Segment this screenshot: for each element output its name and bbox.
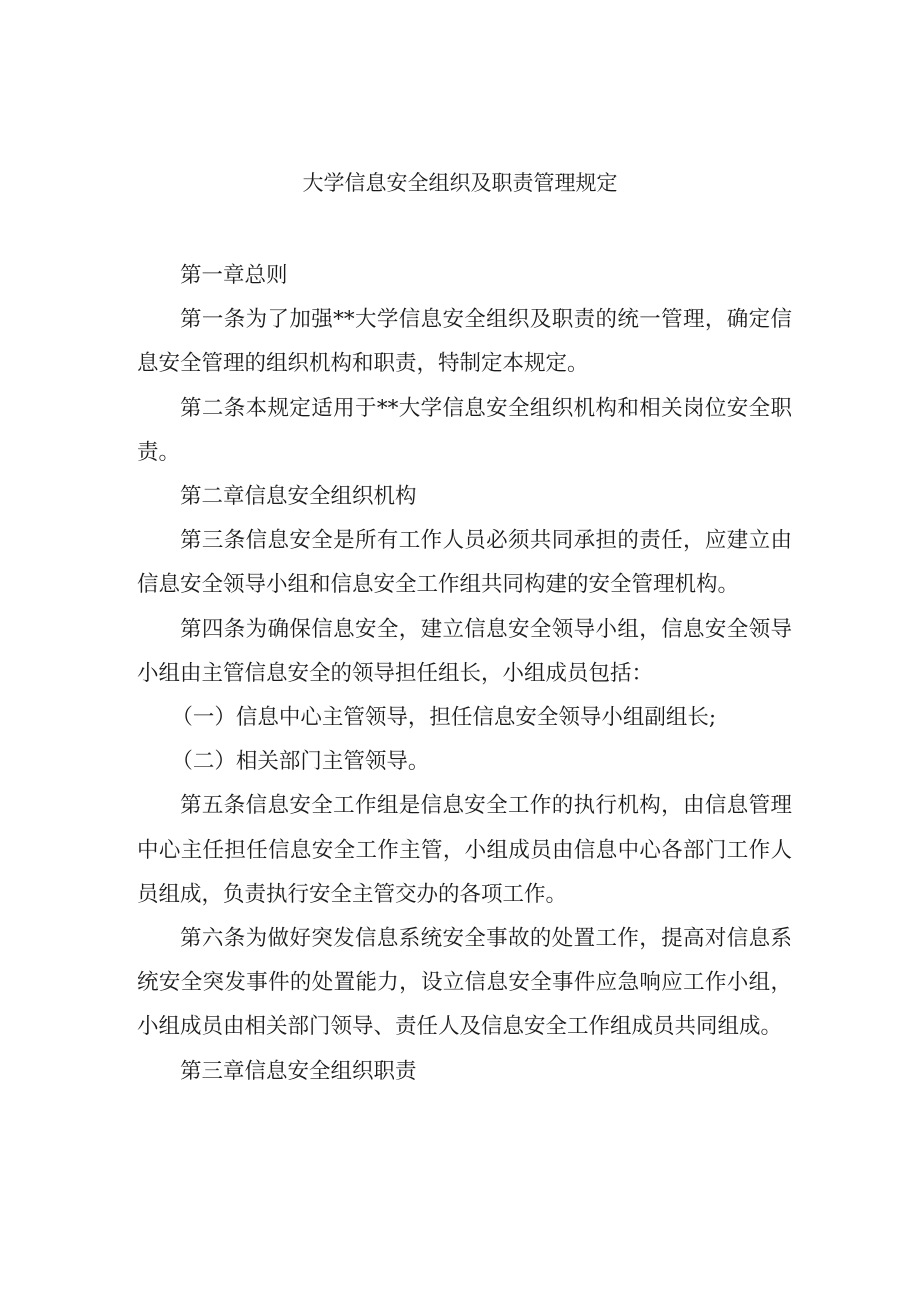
list-item: （二）相关部门主管领导。 — [171, 749, 430, 775]
article-6: 第六条为做好突发信息系统安全事故的处置工作，提高对信息系统安全突发事件的处置能力，设立信息安全事件应急响应工作小组，小组成员由相关部门领导、责任人及信息安全工作组成员共同组成。 — [137, 926, 792, 1040]
document-body — [137, 254, 792, 1094]
chapter-heading-2: 第二章信息安全组织机构 — [180, 484, 417, 510]
article-5: 第五条信息安全工作组是信息安全工作的执行机构，由信息管理中心主任担任信息安全工作主管，小组成员由信息中心各部门工作人员组成，负责执行安全主管交办的各项工作。 — [137, 793, 792, 907]
chapter-heading-1: 第一章总则 — [180, 263, 288, 288]
article-1: 第一条为了加强**大学信息安全组织及职责的统一管理，确定信息安全管理的组织机构和职责，特制定本规定。 — [137, 307, 792, 377]
article-4: 第四条为确保信息安全，建立信息安全领导小组，信息安全领导小组由主管信息安全的领导担任组长，小组成员包括： — [137, 616, 792, 686]
article-2: 第二条本规定适用于**大学信息安全组织机构和相关岗位安全职责。 — [137, 395, 792, 465]
chapter-heading-3: 第三章信息安全组织职责 — [180, 1058, 417, 1084]
list-item: （一）信息中心主管领导，担任信息安全领导小组副组长; — [171, 705, 717, 731]
document-title: 大学信息安全组织及职责管理规定 — [302, 171, 618, 195]
article-3: 第三条信息安全是所有工作人员必须共同承担的责任，应建立由信息安全领导小组和信息安全工作组共同构建的安全管理机构。 — [137, 528, 792, 598]
